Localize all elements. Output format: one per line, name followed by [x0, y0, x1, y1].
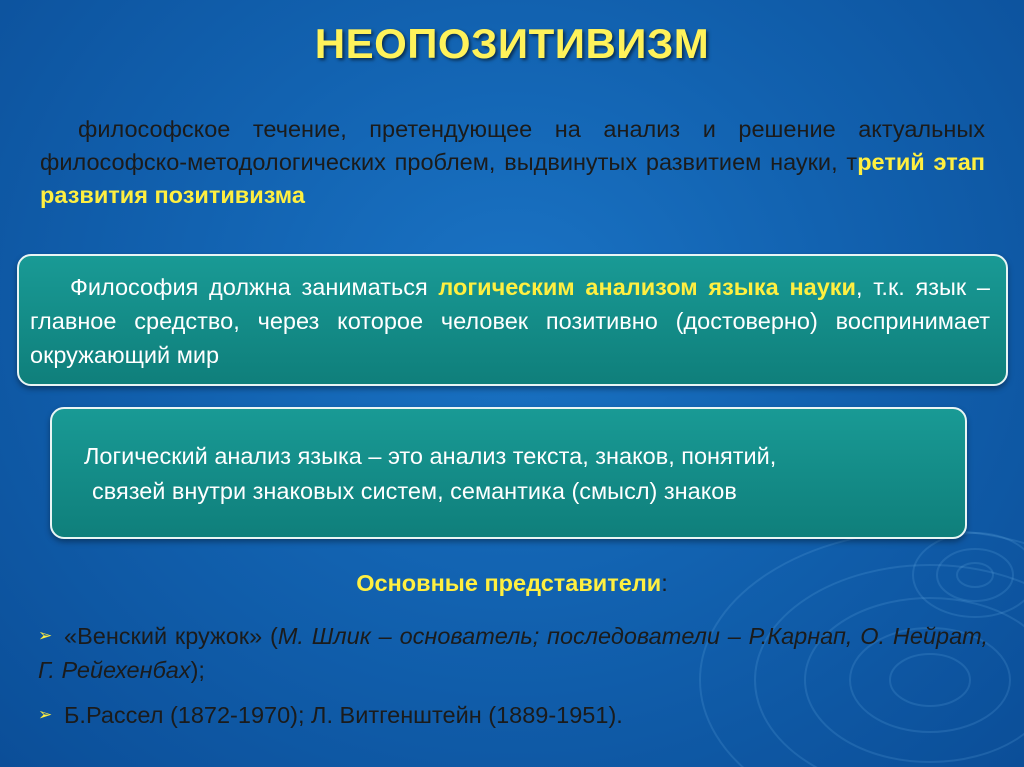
box1-suffix: , т.к. язык – главное средство, через которое человек позитивно (достоверно) воспринимает окружающий мир — [30, 274, 990, 368]
logical-analysis-text — [84, 439, 944, 509]
box1-prefix: Философия должна заниматься — [70, 274, 439, 300]
representatives-heading-colon: : — [661, 570, 668, 596]
bullet-arrow-icon: ➢ — [38, 705, 53, 725]
box2-line1: Логический анализ языка – это анализ текста, знаков, понятий, — [84, 443, 777, 469]
russell-wittgenstein-text: Б.Рассел (1872-1970); Л. Витгенштейн (1889-1951). — [64, 702, 623, 728]
philosophy-task-box — [17, 254, 1008, 386]
intro-highlight: ретий этап развития позитивизма — [40, 149, 985, 208]
logical-analysis-box — [50, 407, 967, 539]
page-title: НЕОПОЗИТИВИЗМ — [314, 20, 710, 67]
representatives-heading — [0, 570, 1024, 597]
vienna-circle-end: ); — [190, 657, 205, 684]
representatives-heading-text: Основные представители — [356, 570, 662, 596]
vienna-circle-members: М. Шлик – основатель; последователи – Р.Карнап, О. Нейрат, Г. Рейехенбах — [38, 623, 988, 684]
intro-text: философское течение, претендующее на анализ и решение актуальных философско-методологических проблем, выдвинутых развитием науки, т — [40, 116, 985, 175]
bullet-arrow-icon: ➢ — [38, 626, 53, 646]
list-item-vienna-circle — [38, 620, 988, 687]
box1-highlight: логическим анализом языка науки — [438, 274, 856, 300]
box2-line2: связей внутри знаковых систем, семантика (смысл) знаков — [92, 478, 737, 504]
philosophy-task-text — [30, 270, 990, 372]
vienna-circle-name: «Венский кружок» ( — [64, 623, 278, 649]
list-item-russell-wittgenstein — [38, 699, 988, 733]
intro-paragraph — [40, 113, 985, 212]
